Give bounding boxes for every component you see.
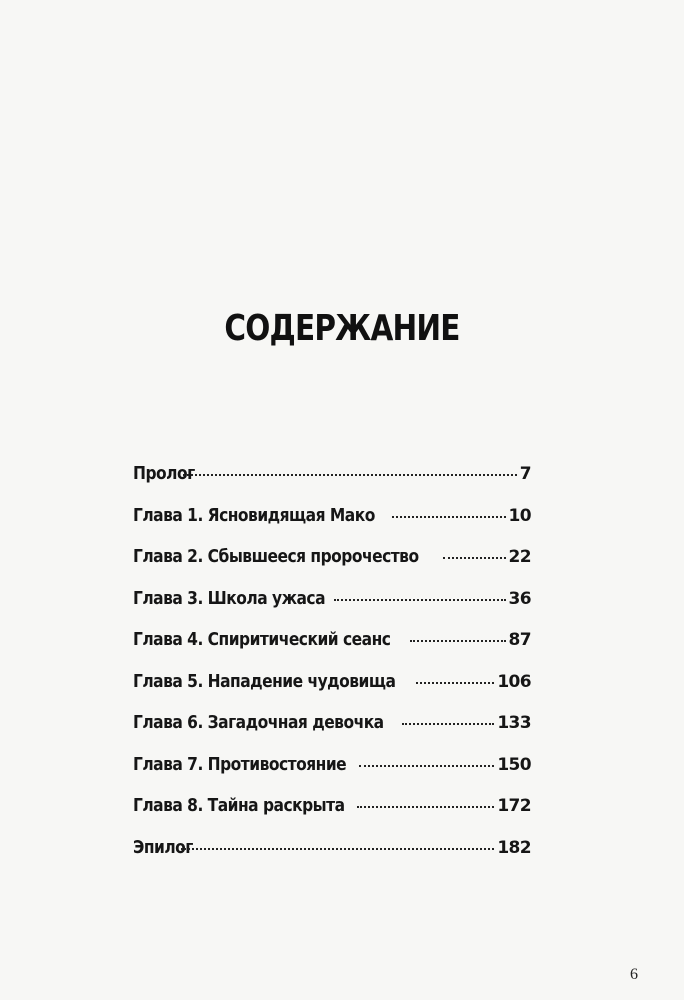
toc-entry-title: Глава 5. Нападение чудовища (133, 670, 396, 692)
toc-entry-title: Глава 3. Школа ужаса (133, 587, 326, 609)
toc-entry-title: Глава 6. Загадочная девочка (133, 712, 384, 733)
table-of-contents (133, 463, 531, 878)
toc-entry (133, 671, 531, 713)
toc-entry (133, 629, 531, 671)
toc-entry (133, 795, 531, 837)
toc-entry (133, 712, 531, 754)
dot-leader (402, 723, 494, 725)
toc-entry-page: 133 (497, 713, 531, 733)
toc-entry-title: Эпилог (133, 836, 193, 858)
toc-entry-page: 7 (519, 464, 531, 484)
toc-entry-title: Глава 1. Ясновидящая Мако (133, 504, 375, 526)
page-title: СОДЕРЖАНИЕ (224, 308, 460, 349)
toc-entry-title: Глава 8. Тайна раскрыта (133, 795, 345, 816)
toc-entry-page: 150 (497, 754, 531, 775)
dot-leader (183, 474, 517, 476)
dot-leader (334, 599, 505, 601)
toc-entry-title: Глава 7. Противостояние (133, 753, 347, 775)
dot-leader (181, 848, 495, 850)
dot-leader (410, 640, 505, 642)
toc-entry-page: 36 (508, 588, 531, 609)
toc-entry-title: Пролог (133, 463, 195, 484)
dot-leader (392, 516, 505, 518)
dot-leader (443, 557, 505, 559)
toc-entry (133, 837, 531, 879)
toc-entry-page: 182 (497, 837, 531, 858)
dot-leader (416, 682, 494, 684)
page-number: 6 (630, 966, 638, 983)
dot-leader (359, 765, 494, 767)
toc-entry (133, 754, 531, 796)
toc-entry-title: Глава 2. Сбывшееся пророчество (133, 546, 419, 567)
toc-entry (133, 463, 531, 505)
toc-entry-page: 10 (508, 505, 531, 526)
toc-entry (133, 588, 531, 630)
toc-entry (133, 505, 531, 547)
dot-leader (357, 806, 494, 808)
toc-entry-page: 106 (497, 671, 531, 692)
toc-entry (133, 546, 531, 588)
toc-entry-title: Глава 4. Спиритический сеанс (133, 629, 391, 650)
toc-entry-page: 87 (508, 630, 531, 650)
toc-entry-page: 172 (497, 796, 531, 816)
toc-entry-page: 22 (508, 547, 531, 567)
